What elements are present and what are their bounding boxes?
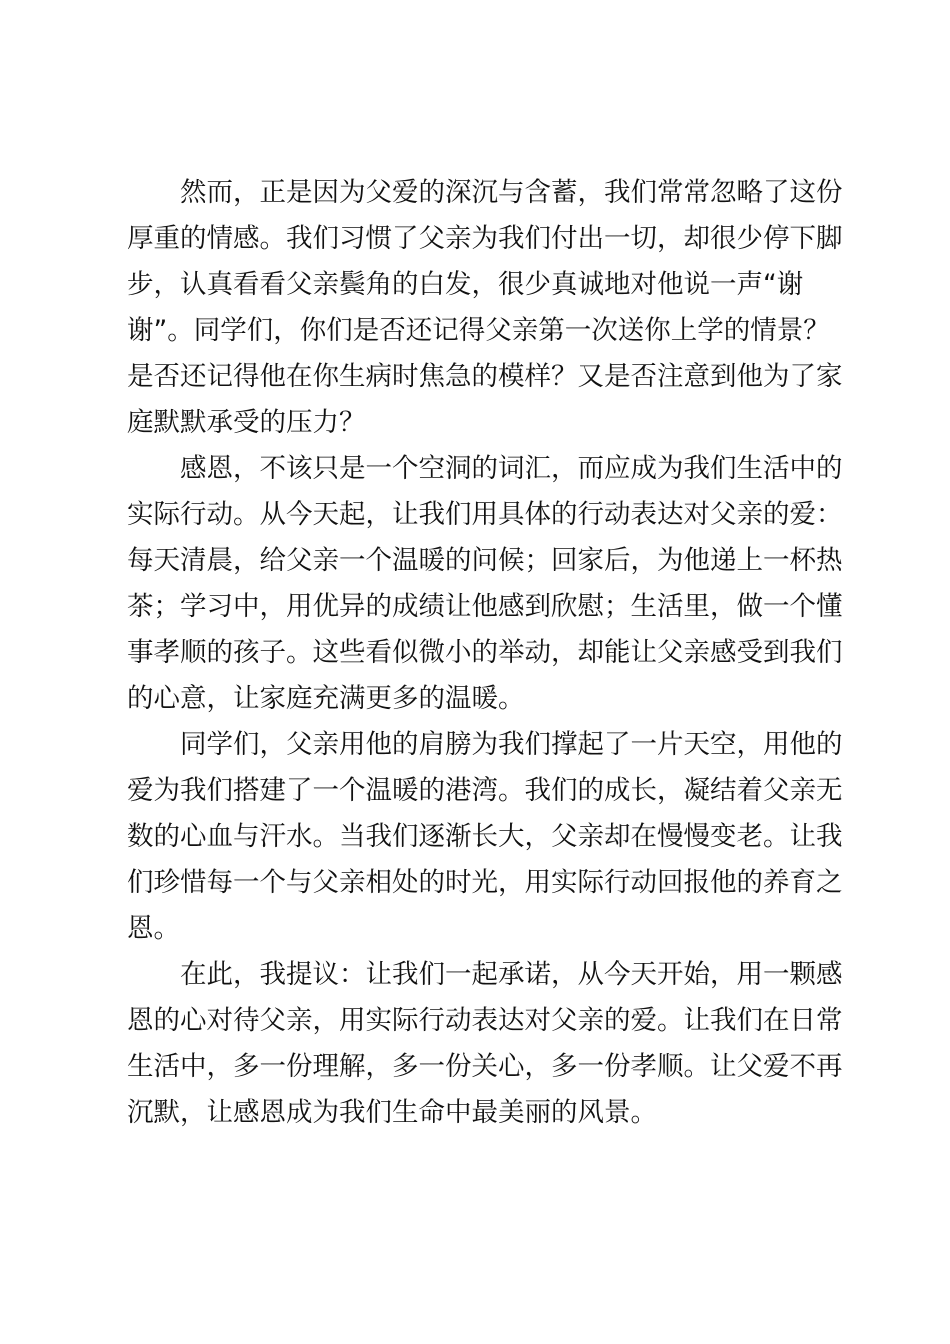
- text-line: 每天清晨，给父亲一个温暖的问候；回家后，为他递上一杯热: [127, 545, 843, 576]
- paragraph-2: [127, 446, 843, 722]
- text-line: 恩。: [127, 913, 180, 944]
- text-line: 然而，正是因为父爱的深沉与含蓄，我们常常忽略了这份: [180, 177, 843, 208]
- text-line: 爱为我们搭建了一个温暖的港湾。我们的成长，凝结着父亲无: [127, 775, 843, 806]
- text-line: 茶；学习中，用优异的成绩让他感到欣慰；生活里，做一个懂: [127, 591, 843, 622]
- text-line: 们珍惜每一个与父亲相处的时光，用实际行动回报他的养育之: [127, 867, 843, 898]
- text-line: 步，认真看看父亲鬓角的白发，很少真诚地对他说一声“谢: [127, 269, 804, 300]
- text-line: 数的心血与汗水。当我们逐渐长大，父亲却在慢慢变老。让我: [127, 821, 843, 852]
- paragraph-4: [127, 952, 843, 1136]
- text-line: 沉默，让感恩成为我们生命中最美丽的风景。: [127, 1097, 657, 1128]
- document-body: [127, 170, 843, 1136]
- text-line: 实际行动。从今天起，让我们用具体的行动表达对父亲的爱：: [127, 499, 843, 530]
- text-line: 事孝顺的孩子。这些看似微小的举动，却能让父亲感受到我们: [127, 637, 843, 668]
- text-line: 在此，我提议：让我们一起承诺，从今天开始，用一颗感: [180, 959, 843, 990]
- text-line: 感恩，不该只是一个空洞的词汇，而应成为我们生活中的: [180, 453, 843, 484]
- text-line: 同学们，父亲用他的肩膀为我们撑起了一片天空，用他的: [180, 729, 843, 760]
- text-line: 的心意，让家庭充满更多的温暖。: [127, 683, 525, 714]
- text-line: 生活中，多一份理解，多一份关心，多一份孝顺。让父爱不再: [127, 1051, 843, 1082]
- text-line: 是否还记得他在你生病时焦急的模样？又是否注意到他为了家: [127, 361, 843, 392]
- paragraph-1: [127, 170, 843, 446]
- text-line: 厚重的情感。我们习惯了父亲为我们付出一切，却很少停下脚: [127, 223, 843, 254]
- text-line: 庭默默承受的压力？: [127, 407, 366, 438]
- text-line: 谢”。同学们，你们是否还记得父亲第一次送你上学的情景？: [127, 315, 830, 346]
- text-line: 恩的心对待父亲，用实际行动表达对父亲的爱。让我们在日常: [127, 1005, 843, 1036]
- paragraph-3: [127, 722, 843, 952]
